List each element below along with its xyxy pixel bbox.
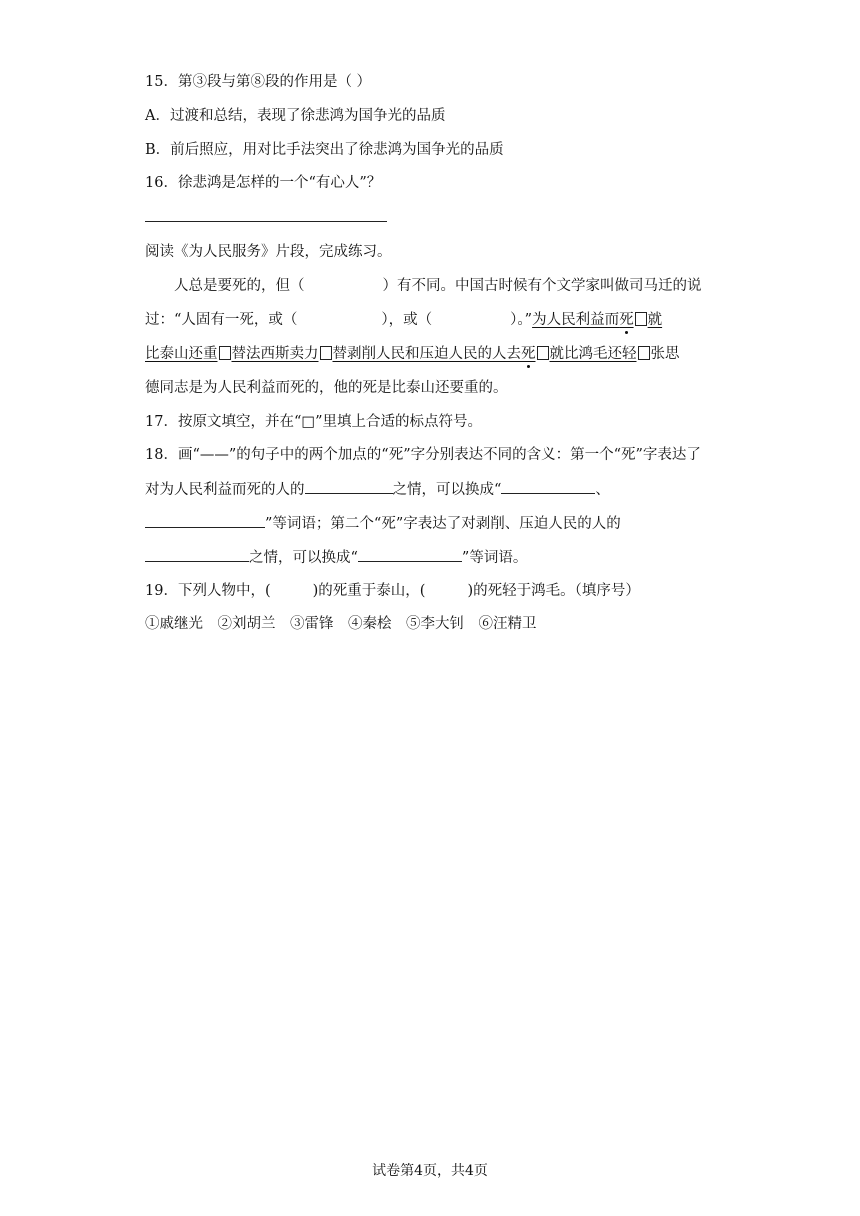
passage-line-3 [145,344,680,364]
underlined-sentence-part-4: 替法西斯卖力 [231,346,319,362]
punctuation-box-4[interactable] [537,346,549,360]
passage-line-4: 德同志是为人民利益而死的，他的死是比泰山还要重的。 [145,380,508,396]
passage-text: ），或（ [381,312,433,328]
underlined-sentence-part-2: 就 [647,312,663,328]
question-16-stem: 16．徐悲鸿是怎样的一个“有心人”？ [145,175,382,191]
punctuation-box-2[interactable] [219,346,231,360]
underlined-sentence-part-1: 为人民利益而死 [532,312,634,328]
underlined-sentence-part-3: 比泰山还重 [145,346,218,362]
q18-text: 对为人民利益而死的人的 [145,482,305,498]
q19-text: )的死重于泰山，( [312,583,426,599]
question-15-stem: 15．第③段与第⑧段的作用是（ ） [145,74,372,90]
punctuation-box-1[interactable] [635,312,647,326]
underlined-sentence-part-6: 就比鸿毛还轻 [549,346,637,362]
passage-text: ）有不同。中国古时候有个文学家叫做司马迁的说 [382,278,702,294]
q18-text: ”等词语；第二个“死”字表达了对剥削、压迫人民的人的 [265,516,621,532]
question-18-line-2 [145,479,610,500]
page-footer: 试卷第4页，共4页 [372,1163,488,1179]
q18-text: ”等词语。 [461,550,528,566]
question-16-answer-line[interactable] [145,221,387,222]
underlined-sentence-part-5: 替剥削人民和压迫人民的人去死 [332,346,536,362]
passage-text: ）。” [510,312,533,328]
question-15-option-a: A．过渡和总结，表现了徐悲鸿为国争光的品质 [145,108,446,124]
dotted-die-char-2: 死 [521,346,536,362]
q18-blank-2[interactable] [501,479,595,494]
q18-blank-5[interactable] [358,547,462,562]
q19-text: )的死轻于鸿毛。（填序号） [467,583,640,599]
q18-blank-4[interactable] [145,547,249,562]
passage-line-1 [174,276,702,296]
q18-text: 、 [595,482,610,498]
question-19-stem [145,581,640,601]
q18-text: 之情，可以换成“ [249,550,358,566]
passage-text: 张思 [650,346,680,362]
question-19-options: ①戚继光 ②刘胡兰 ③雷锋 ④秦桧 ⑤李大钊 ⑥汪精卫 [145,616,537,632]
q18-text: 之情，可以换成“ [392,482,502,498]
q18-blank-1[interactable] [305,479,393,494]
punctuation-box-3[interactable] [320,346,332,360]
q18-blank-3[interactable] [145,513,265,528]
question-15-option-b: B．前后照应，用对比手法突出了徐悲鸿为国争光的品质 [145,142,504,158]
reading-intro: 阅读《为人民服务》片段，完成练习。 [145,244,392,260]
question-17-stem: 17．按原文填空，并在“□”里填上合适的标点符号。 [145,414,482,430]
passage-line-2 [145,310,662,330]
passage-text: 人总是要死的，但（ [174,278,305,294]
punctuation-box-5[interactable] [638,346,650,360]
question-18-line-3 [145,513,621,534]
question-18-line-4 [145,547,527,568]
q19-text: 19．下列人物中，( [145,583,271,599]
question-18-line-1: 18．画“——”的句子中的两个加点的“死”字分别表达不同的含义：第一个“死”字表达了 [145,447,701,463]
passage-text: 过：“人固有一死，或（ [145,312,298,328]
dotted-die-char-1: 死 [619,312,634,328]
